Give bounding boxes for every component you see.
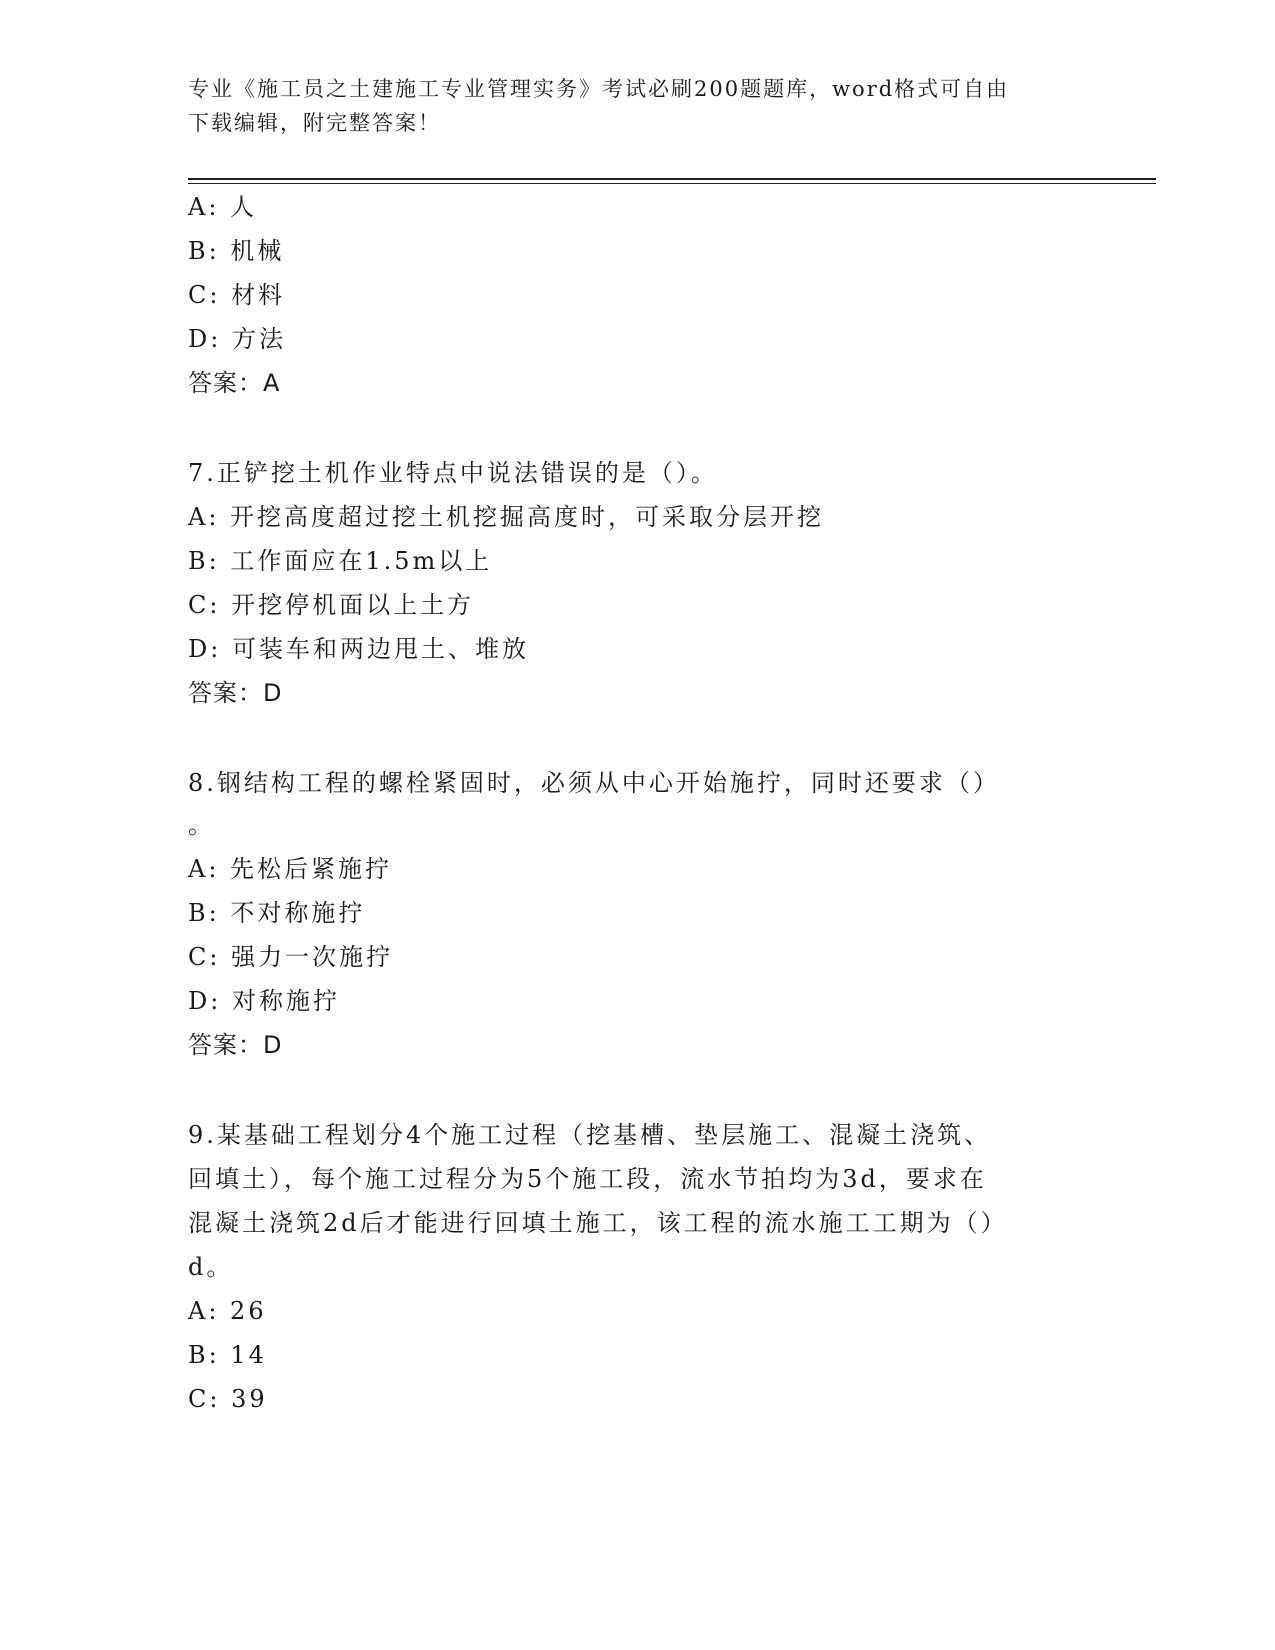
q8-answer: 答案：D	[188, 1031, 283, 1059]
q6-answer: 答案：A	[188, 369, 281, 397]
q9-option-b: B: 14	[188, 1341, 267, 1369]
q6-option-d: D: 方法	[188, 325, 286, 353]
q8-option-a: A: 先松后紧施拧	[188, 855, 393, 883]
q8-option-b: B: 不对称施拧	[188, 899, 366, 927]
q6-option-c: C: 材料	[188, 281, 286, 309]
q9-option-c: C: 39	[188, 1385, 268, 1413]
q8-option-c: C: 强力一次施拧	[188, 943, 394, 971]
q9-stem-line-1: 9.某基础工程划分4个施工过程（挖基槽、垫层施工、混凝土浇筑、	[188, 1121, 992, 1149]
q9-stem-line-4: d。	[188, 1253, 234, 1281]
q7-stem: 7.正铲挖土机作业特点中说法错误的是（）。	[188, 459, 718, 487]
q7-option-d: D: 可装车和两边甩土、堆放	[188, 635, 529, 663]
q8-option-d: D: 对称施拧	[188, 987, 340, 1015]
document-header	[188, 72, 1068, 140]
q8-stem-line-1: 8.钢结构工程的螺栓紧固时，必须从中心开始施拧，同时还要求（）	[188, 769, 1000, 797]
q7-option-a: A: 开挖高度超过挖土机挖掘高度时，可采取分层开挖	[188, 503, 825, 531]
q7-answer: 答案：D	[188, 679, 283, 707]
q9-stem-line-3: 混凝土浇筑2d后才能进行回填土施工，该工程的流水施工工期为（）	[188, 1209, 1008, 1237]
q7-option-b: B: 工作面应在1.5m以上	[188, 547, 493, 575]
q6-option-a: A: 人	[188, 193, 258, 221]
header-title-line-1: 专业《施工员之土建施工专业管理实务》考试必刷200题题库，word格式可自由	[188, 77, 1010, 101]
q8-stem-line-2: 。	[188, 811, 215, 839]
q7-option-c: C: 开挖停机面以上土方	[188, 591, 475, 619]
q9-option-a: A: 26	[188, 1297, 267, 1325]
q6-option-b: B: 机械	[188, 237, 285, 265]
q9-stem-line-2: 回填土），每个施工过程分为5个施工段，流水节拍均为3d，要求在	[188, 1165, 987, 1193]
header-divider-thin	[188, 183, 1156, 184]
header-divider-thick	[188, 178, 1156, 180]
header-title-line-2: 下载编辑，附完整答案！	[188, 111, 441, 135]
